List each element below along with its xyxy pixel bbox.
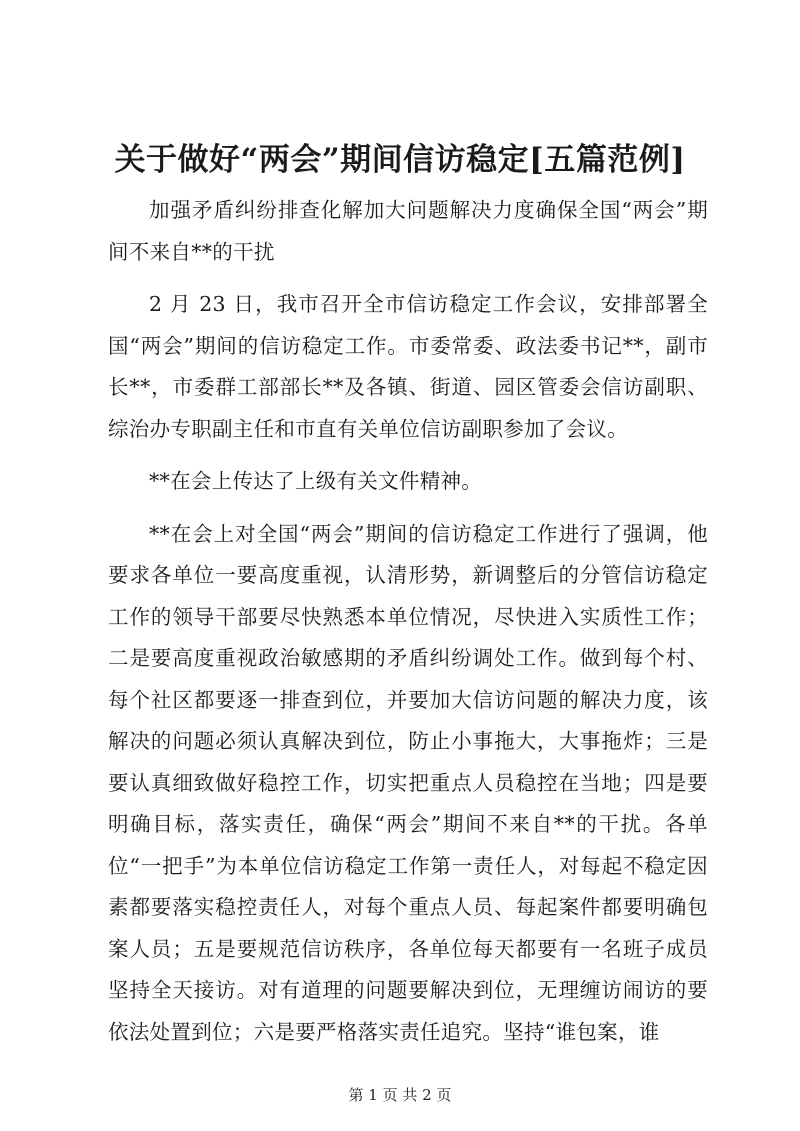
- paragraph-requirements: **在会上对全国“两会”期间的信访稳定工作进行了强调，他要求各单位一要高度重视，认清形势，新调整后的分管信访稳定工作的领导干部要尽快熟悉本单位情况，尽快进入实质性工作；二是要高度重视政治敏感期的矛盾纠纷调处工作。做到每个村、每个社区都要逐一排查到位，并要加大信访问题的解决力度，该解决的问题必须认真解决到位，防止小事拖大，大事拖炸；三是要认真细致做好稳控工作，切实把重点人员稳控在当地；四是要明确目标，落实责任，确保“两会”期间不来自**的干扰。各单位“一把手”为本单位信访稳定工作第一责任人，对每起不稳定因素都要落实稳控责任人，对每个重点人员、每起案件都要明确包案人员；五是要规范信访秩序，各单位每天都要有一名班子成员坚持全天接访。对有道理的问题要解决到位，无理缠访闹访的要依法处置到位；六是要严格落实责任追究。坚持“谁包案，谁: [108, 521, 708, 1044]
- paragraph-meeting: 2 月 23 日，我市召开全市信访稳定工作会议，安排部署全国“两会”期间的信访稳定工作。市委常委、政法委书记**，副市长**，市委群工部部长**及各镇、街道、园区管委会信访副职、综治办专职副主任和市直有关单位信访副职参加了会议。: [108, 292, 708, 441]
- page-footer: 第 1 页 共 2 页: [348, 1086, 452, 1104]
- document-title: 关于做好“两会”期间信访稳定[五篇范例]: [114, 142, 686, 178]
- document-body: [108, 190, 708, 1064]
- paragraph-documents: **在会上传达了上级有关文件精神。: [149, 469, 483, 493]
- paragraph-subtitle: 加强矛盾纠纷排查化解加大问题解决力度确保全国“两会”期间不来自**的干扰: [108, 198, 708, 264]
